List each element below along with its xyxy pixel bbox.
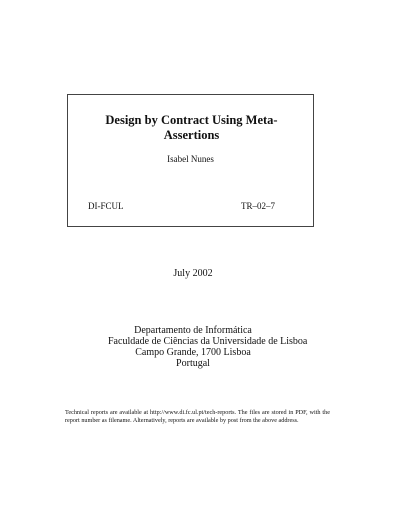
faculty-name: Faculdade de Ciências da Universidade de Lisboa (108, 336, 308, 347)
department-name: Departamento de Informática (134, 325, 252, 336)
affiliation-block (108, 325, 308, 369)
report-number: TR–02–7 (241, 201, 276, 211)
publication-date: July 2002 (173, 268, 213, 279)
institution-code: DI-FCUL (88, 201, 124, 211)
technical-report-notice: Technical reports are available at http://www.di.fc.ul.pt/tech-reports. The files are stored in PDF, with the report number as filename. Alternatively, reports are available by post from the above address. (65, 409, 330, 424)
address-line: Campo Grande, 1700 Lisboa (135, 347, 251, 358)
author-name: Isabel Nunes (167, 154, 214, 164)
report-title: Design by Contract Using Meta-Assertions (105, 113, 278, 142)
title-box (67, 94, 314, 227)
country-name: Portugal (176, 358, 210, 369)
